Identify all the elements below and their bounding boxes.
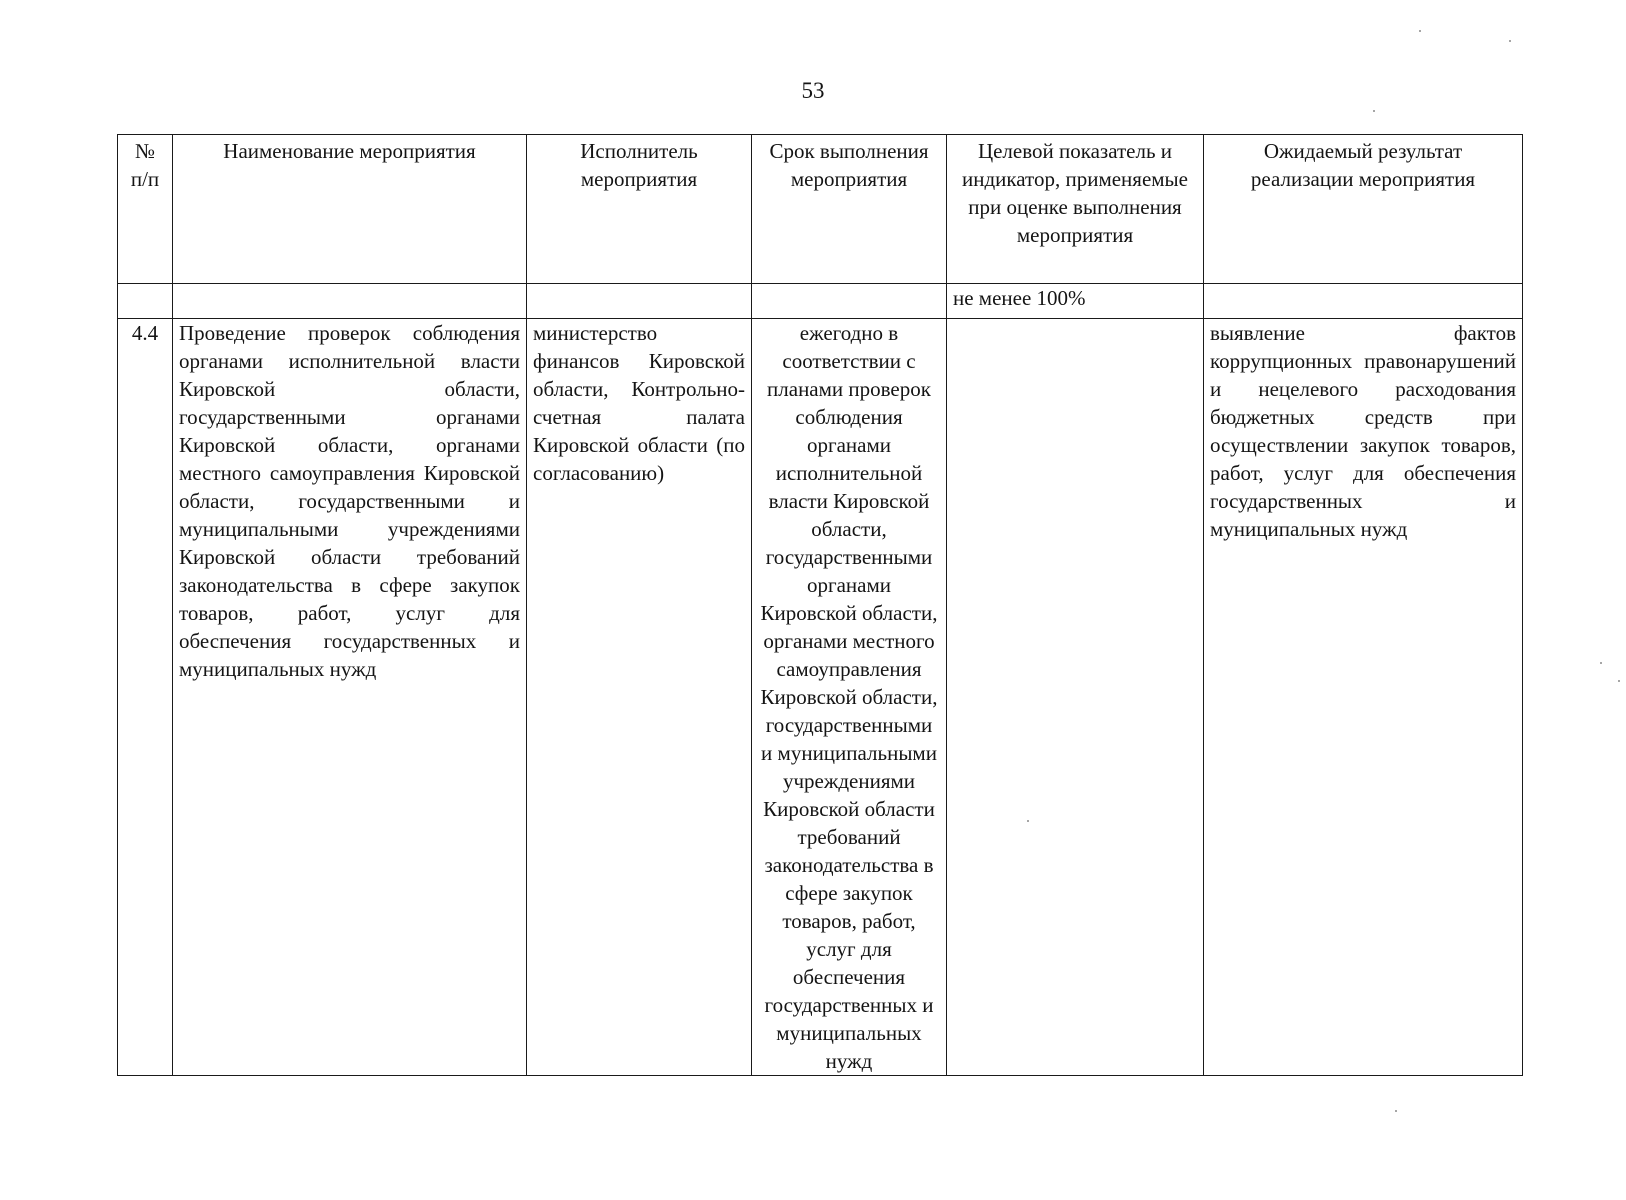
cell-indicator (947, 319, 1204, 1076)
cell-expected-result: выявление фактов коррупционных правонарушений и нецелевого расходования бюджетных средств при осуществлении закупок товаров, работ, услуг для обеспечения государственных и муниципальных нужд (1204, 319, 1523, 1076)
header-expected-result: Ожидаемый результат реализации мероприятия (1204, 135, 1523, 284)
cell-continuation-result (1204, 284, 1523, 319)
table-row-continuation (118, 284, 1523, 319)
cell-continuation-indicator: не менее 100% (947, 284, 1204, 319)
scan-speck (1600, 662, 1602, 664)
table-row (118, 319, 1523, 1076)
header-number: № п/п (118, 135, 173, 284)
header-executor: Исполнитель мероприятия (527, 135, 752, 284)
cell-activity-name: Проведение проверок соблюдения органами исполнительной власти Кировской области, государственными органами Кировской области, органами местного самоуправления Кировской области, государственными и муниципальными учреждениями Кировской области требований законодательства в сфере закупок товаров, работ, услуг для обеспечения государственных и муниципальных нужд (173, 319, 527, 1076)
cell-continuation-number (118, 284, 173, 319)
scan-speck (1395, 1110, 1397, 1112)
header-deadline: Срок выполнения мероприятия (752, 135, 947, 284)
cell-continuation-deadline (752, 284, 947, 319)
scan-speck (1618, 680, 1620, 682)
activities-table (117, 134, 1523, 1076)
cell-deadline: ежегодно в соответствии с планами проверок соблюдения органами исполнительной власти Кировской области, государственными органами Кировской области, органами местного самоуправления Кировской области, государственными и муниципальными учреждениями Кировской области требований законодательства в сфере закупок товаров, работ, услуг для обеспечения государственных и муниципальных нужд (752, 319, 947, 1076)
scan-speck (1509, 40, 1511, 42)
page-number: 53 (801, 78, 825, 103)
scan-speck (1027, 820, 1029, 822)
cell-continuation-executor (527, 284, 752, 319)
table-header-row (118, 135, 1523, 284)
cell-executor: министерство финансов Кировской области, Контрольно-счетная палата Кировской области (по согласованию) (527, 319, 752, 1076)
cell-number: 4.4 (118, 319, 173, 1076)
scan-speck (1373, 110, 1375, 112)
header-indicator: Целевой показатель и индикатор, применяемые при оценке выполнения мероприятия (947, 135, 1204, 284)
scan-speck (1419, 30, 1421, 32)
header-activity-name: Наименование мероприятия (173, 135, 527, 284)
cell-continuation-name (173, 284, 527, 319)
